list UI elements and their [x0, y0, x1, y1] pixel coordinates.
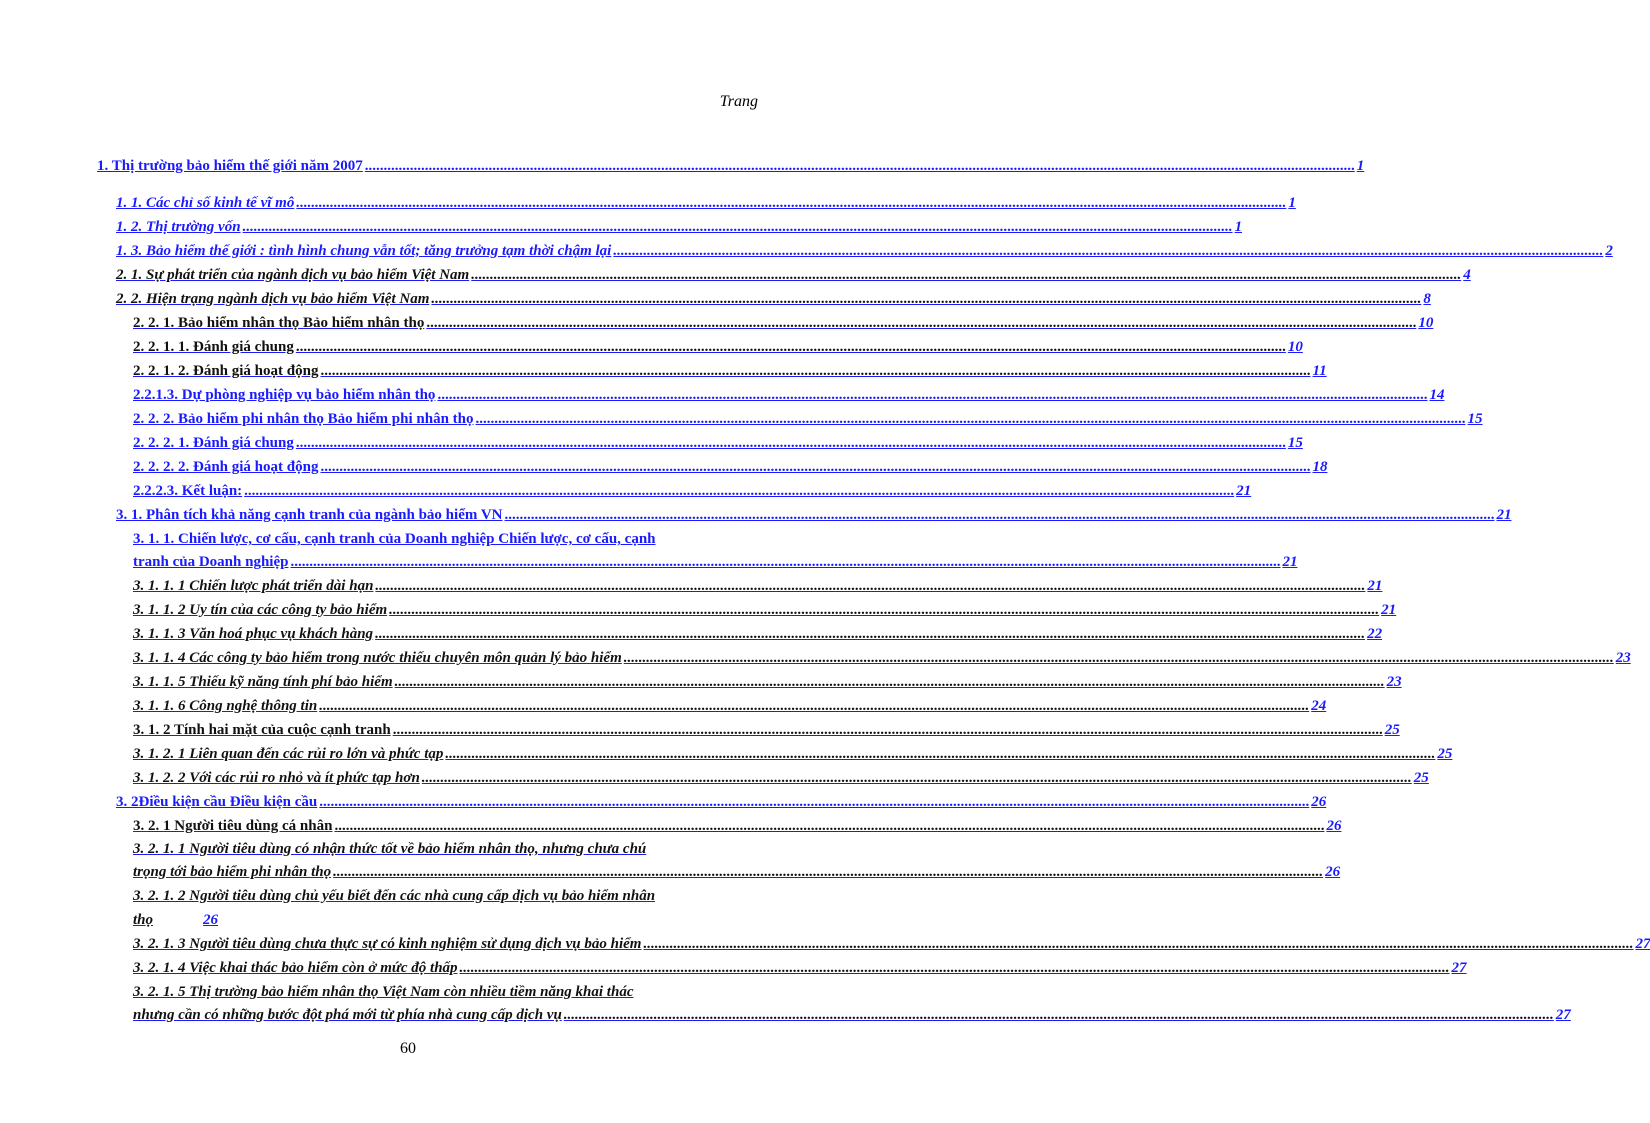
toc-entry-3-2-1[interactable] [133, 817, 1342, 835]
toc-entry-text: 2. 2. 1. 2. Đánh giá hoạt động [133, 363, 319, 379]
toc-entry-3-1-2[interactable] [133, 721, 1400, 739]
toc-entry-page: 15 [1467, 411, 1483, 427]
toc-entry-text: nhưng cần có những bước đột phá mới từ phía nhà cung cấp dịch vụ [133, 1007, 562, 1023]
toc-entry-page: 10 [1418, 315, 1434, 331]
toc-entry-text: trọng tới bảo hiểm phi nhân thọ [133, 864, 332, 880]
toc-entry-page: 14 [1429, 387, 1445, 403]
toc-entry-text: thọ [133, 912, 154, 928]
toc-entry-text: tranh của Doanh nghiệp [133, 554, 289, 570]
toc-entry-3-2-1-2-line1[interactable]: 3. 2. 1. 2 Người tiêu dùng chủ yếu biết đến các nhà cung cấp dịch vụ bảo hiểm nhân [133, 888, 656, 904]
toc-entry-2-2-1-3[interactable] [133, 386, 1445, 404]
toc-entry-2-2-1[interactable] [133, 314, 1434, 332]
toc-entry-text: 3. 1. 2. 1 Liên quan đến các rủi ro lớn và phức tạp [133, 746, 444, 762]
toc-entry-3-1-1-6[interactable] [133, 697, 1327, 715]
toc-entry-page: 1 [1288, 195, 1296, 211]
toc-entry-text: 3. 1. Phân tích khả năng cạnh tranh của ngành bảo hiểm VN [116, 507, 503, 523]
toc-entry-2-2-1-1[interactable] [133, 338, 1303, 356]
toc-entry-3-1-2-1[interactable] [133, 745, 1453, 763]
toc-entry-text: 1. Thị trường bảo hiểm thế giới năm 2007 [97, 158, 363, 174]
trang-label: Trang [719, 93, 758, 110]
toc-entry-page: 27 [1451, 960, 1467, 976]
toc-entry-3-1-1-3[interactable] [133, 625, 1383, 643]
toc-entry-text: 3. 1. 1. 3 Văn hoá phục vụ khách hàng [133, 626, 374, 642]
toc-entry-page: 27 [1635, 936, 1650, 952]
toc-entry-text: 2. 2. 1. 1. Đánh giá chung [133, 339, 294, 355]
toc-entry-text: 3. 2Điều kiện cầu Điều kiện cầu [116, 794, 318, 810]
toc-entry-page: 26 [1311, 794, 1327, 810]
toc-entry-text: 2. 2. 1. Bảo hiểm nhân thọ Bảo hiểm nhân thọ [133, 315, 425, 331]
toc-entry-1-1[interactable] [116, 194, 1296, 212]
toc-entry-3-2-1-4[interactable] [133, 959, 1467, 977]
toc-entry-page: 25 [1437, 746, 1453, 762]
toc-entry-3-1[interactable] [116, 506, 1512, 524]
toc-entry-page: 1 [1356, 158, 1365, 174]
toc-entry-text: 3. 1. 2. 2 Với các rủi ro nhỏ và ít phức tạp hơn [133, 770, 420, 786]
toc-entry-3-2-1-1-line1[interactable]: 3. 2. 1. 1 Người tiêu dùng có nhận thức tốt về bảo hiểm nhân thọ, nhưng chưa chú [133, 841, 647, 857]
toc-entry-page: 21 [1496, 507, 1512, 523]
toc-entry-page: 8 [1423, 291, 1431, 307]
toc-entry-text: 2. 2. 2. 2. Đánh giá hoạt động [133, 459, 319, 475]
toc-entry-2-2-2-3[interactable] [133, 482, 1252, 500]
toc-entry-page: 26 [1326, 818, 1342, 834]
toc-entry-3-2-1-3[interactable] [133, 935, 1650, 953]
toc-entry-2-2-2-1[interactable] [133, 434, 1303, 452]
toc-entry-2-2[interactable] [116, 290, 1431, 308]
toc-entry-2-2-2[interactable] [133, 410, 1483, 428]
toc-entry-page: 18 [1312, 459, 1328, 475]
toc-entry-3-1-1-line1[interactable]: 3. 1. 1. Chiến lược, cơ cấu, cạnh tranh của Doanh nghiệp Chiến lược, cơ cấu, cạnh [133, 531, 656, 547]
toc-entry-text: 3. 1. 1. 1 Chiến lược phát triển dài hạn [133, 578, 374, 594]
toc-entry-text: 3. 2. 1. 4 Việc khai thác bảo hiểm còn ở mức độ thấp [133, 960, 458, 976]
toc-entry-3-1-1-1[interactable] [133, 577, 1383, 595]
toc-entry-text: 2. 2. Hiện trạng ngành dịch vụ bảo hiểm Việt Nam [116, 291, 430, 307]
toc-entry-text: 2. 2. 2. 1. Đánh giá chung [133, 435, 294, 451]
toc-entry-text: 2. 1. Sự phát triển của ngành dịch vụ bảo hiểm Việt Nam [116, 267, 470, 283]
toc-entry-text: 3. 1. 1. 4 Các công ty bảo hiểm trong nước thiếu chuyên môn quản lý bảo hiểm [133, 650, 622, 666]
toc-entry-page: 21 [1282, 554, 1298, 570]
toc-entry-page: 10 [1287, 339, 1303, 355]
toc-entry-text: 1. 1. Các chỉ số kinh tế vĩ mô [116, 195, 295, 211]
toc-entry-page: 2 [1605, 243, 1613, 259]
toc-entry-3-1-1[interactable] [133, 553, 1298, 571]
toc-entry-1-3[interactable] [116, 242, 1613, 260]
toc-entry-text: 2.2.2.3. Kết luận: [133, 483, 243, 499]
toc-entry-text: 2. 2. 2. Bảo hiểm phi nhân thọ Bảo hiểm phi nhân thọ [133, 411, 474, 427]
toc-entry-page: 23 [1386, 674, 1402, 690]
toc-entry-1[interactable] [97, 157, 1365, 175]
toc-entry-page: 25 [1413, 770, 1429, 786]
toc-entry-page: 26 [1325, 864, 1341, 880]
toc-entry-page: 22 [1367, 626, 1383, 642]
toc-entry-text: 3. 1. 2 Tính hai mặt của cuộc cạnh tranh [133, 722, 391, 738]
toc-entry-page: 27 [1555, 1007, 1571, 1023]
toc-entry-text: 3. 1. 1. 6 Công nghệ thông tin [133, 698, 318, 714]
toc-entry-2-2-1-2[interactable] [133, 362, 1327, 380]
toc-entry-page: 15 [1287, 435, 1303, 451]
toc-entry-page: 11 [1312, 363, 1327, 379]
toc-entry-2-1[interactable] [116, 266, 1471, 284]
toc-entry-text: 3. 1. 1. 2 Uy tín của các công ty bảo hiểm [133, 602, 388, 618]
toc-entry-text: 1. 2. Thị trường vốn [116, 219, 241, 235]
toc-entry-3-2-1-1[interactable] [133, 863, 1341, 881]
toc-entry-page: 26 [203, 912, 219, 928]
toc-entry-text: 3. 2. 1 Người tiêu dùng cá nhân [133, 818, 333, 834]
toc-entry-3-2-1-5[interactable] [133, 1006, 1571, 1024]
toc-entry-page: 4 [1463, 267, 1471, 283]
toc-entry-3-2-1-2[interactable] [133, 911, 218, 929]
toc-entry-3-1-1-4[interactable] [133, 649, 1631, 667]
toc-entry-text: 1. 3. Bảo hiểm thế giới : tình hình chung vẫn tốt; tăng trưởng tạm thời chậm lại [116, 243, 612, 259]
toc-entry-page: 21 [1381, 602, 1397, 618]
toc-entry-page: 21 [1367, 578, 1383, 594]
toc-entry-page: 1 [1234, 219, 1243, 235]
toc-entry-1-2[interactable] [116, 218, 1243, 236]
toc-entry-text: 3. 2. 1. 3 Người tiêu dùng chưa thực sự có kinh nghiệm sử dụng dịch vụ bảo hiểm [133, 936, 642, 952]
toc-entry-3-2[interactable] [116, 793, 1327, 811]
toc-entry-page: 25 [1384, 722, 1400, 738]
page-number: 60 [400, 1040, 416, 1057]
toc-entry-page: 23 [1615, 650, 1631, 666]
toc-entry-3-1-1-2[interactable] [133, 601, 1397, 619]
toc-entry-page: 24 [1311, 698, 1327, 714]
toc-entry-text: 2.2.1.3. Dự phòng nghiệp vụ bảo hiểm nhân thọ [133, 387, 436, 403]
toc-entry-3-1-1-5[interactable] [133, 673, 1402, 691]
toc-entry-text: 3. 1. 1. 5 Thiếu kỹ năng tính phí bảo hiểm [133, 674, 393, 690]
toc-entry-page: 21 [1236, 483, 1252, 499]
toc-entry-3-2-1-5-line1[interactable]: 3. 2. 1. 5 Thị trường bảo hiểm nhân thọ Việt Nam còn nhiều tiềm năng khai thác [133, 984, 634, 1000]
toc-entry-2-2-2-2[interactable] [133, 458, 1328, 476]
toc-entry-3-1-2-2[interactable] [133, 769, 1429, 787]
